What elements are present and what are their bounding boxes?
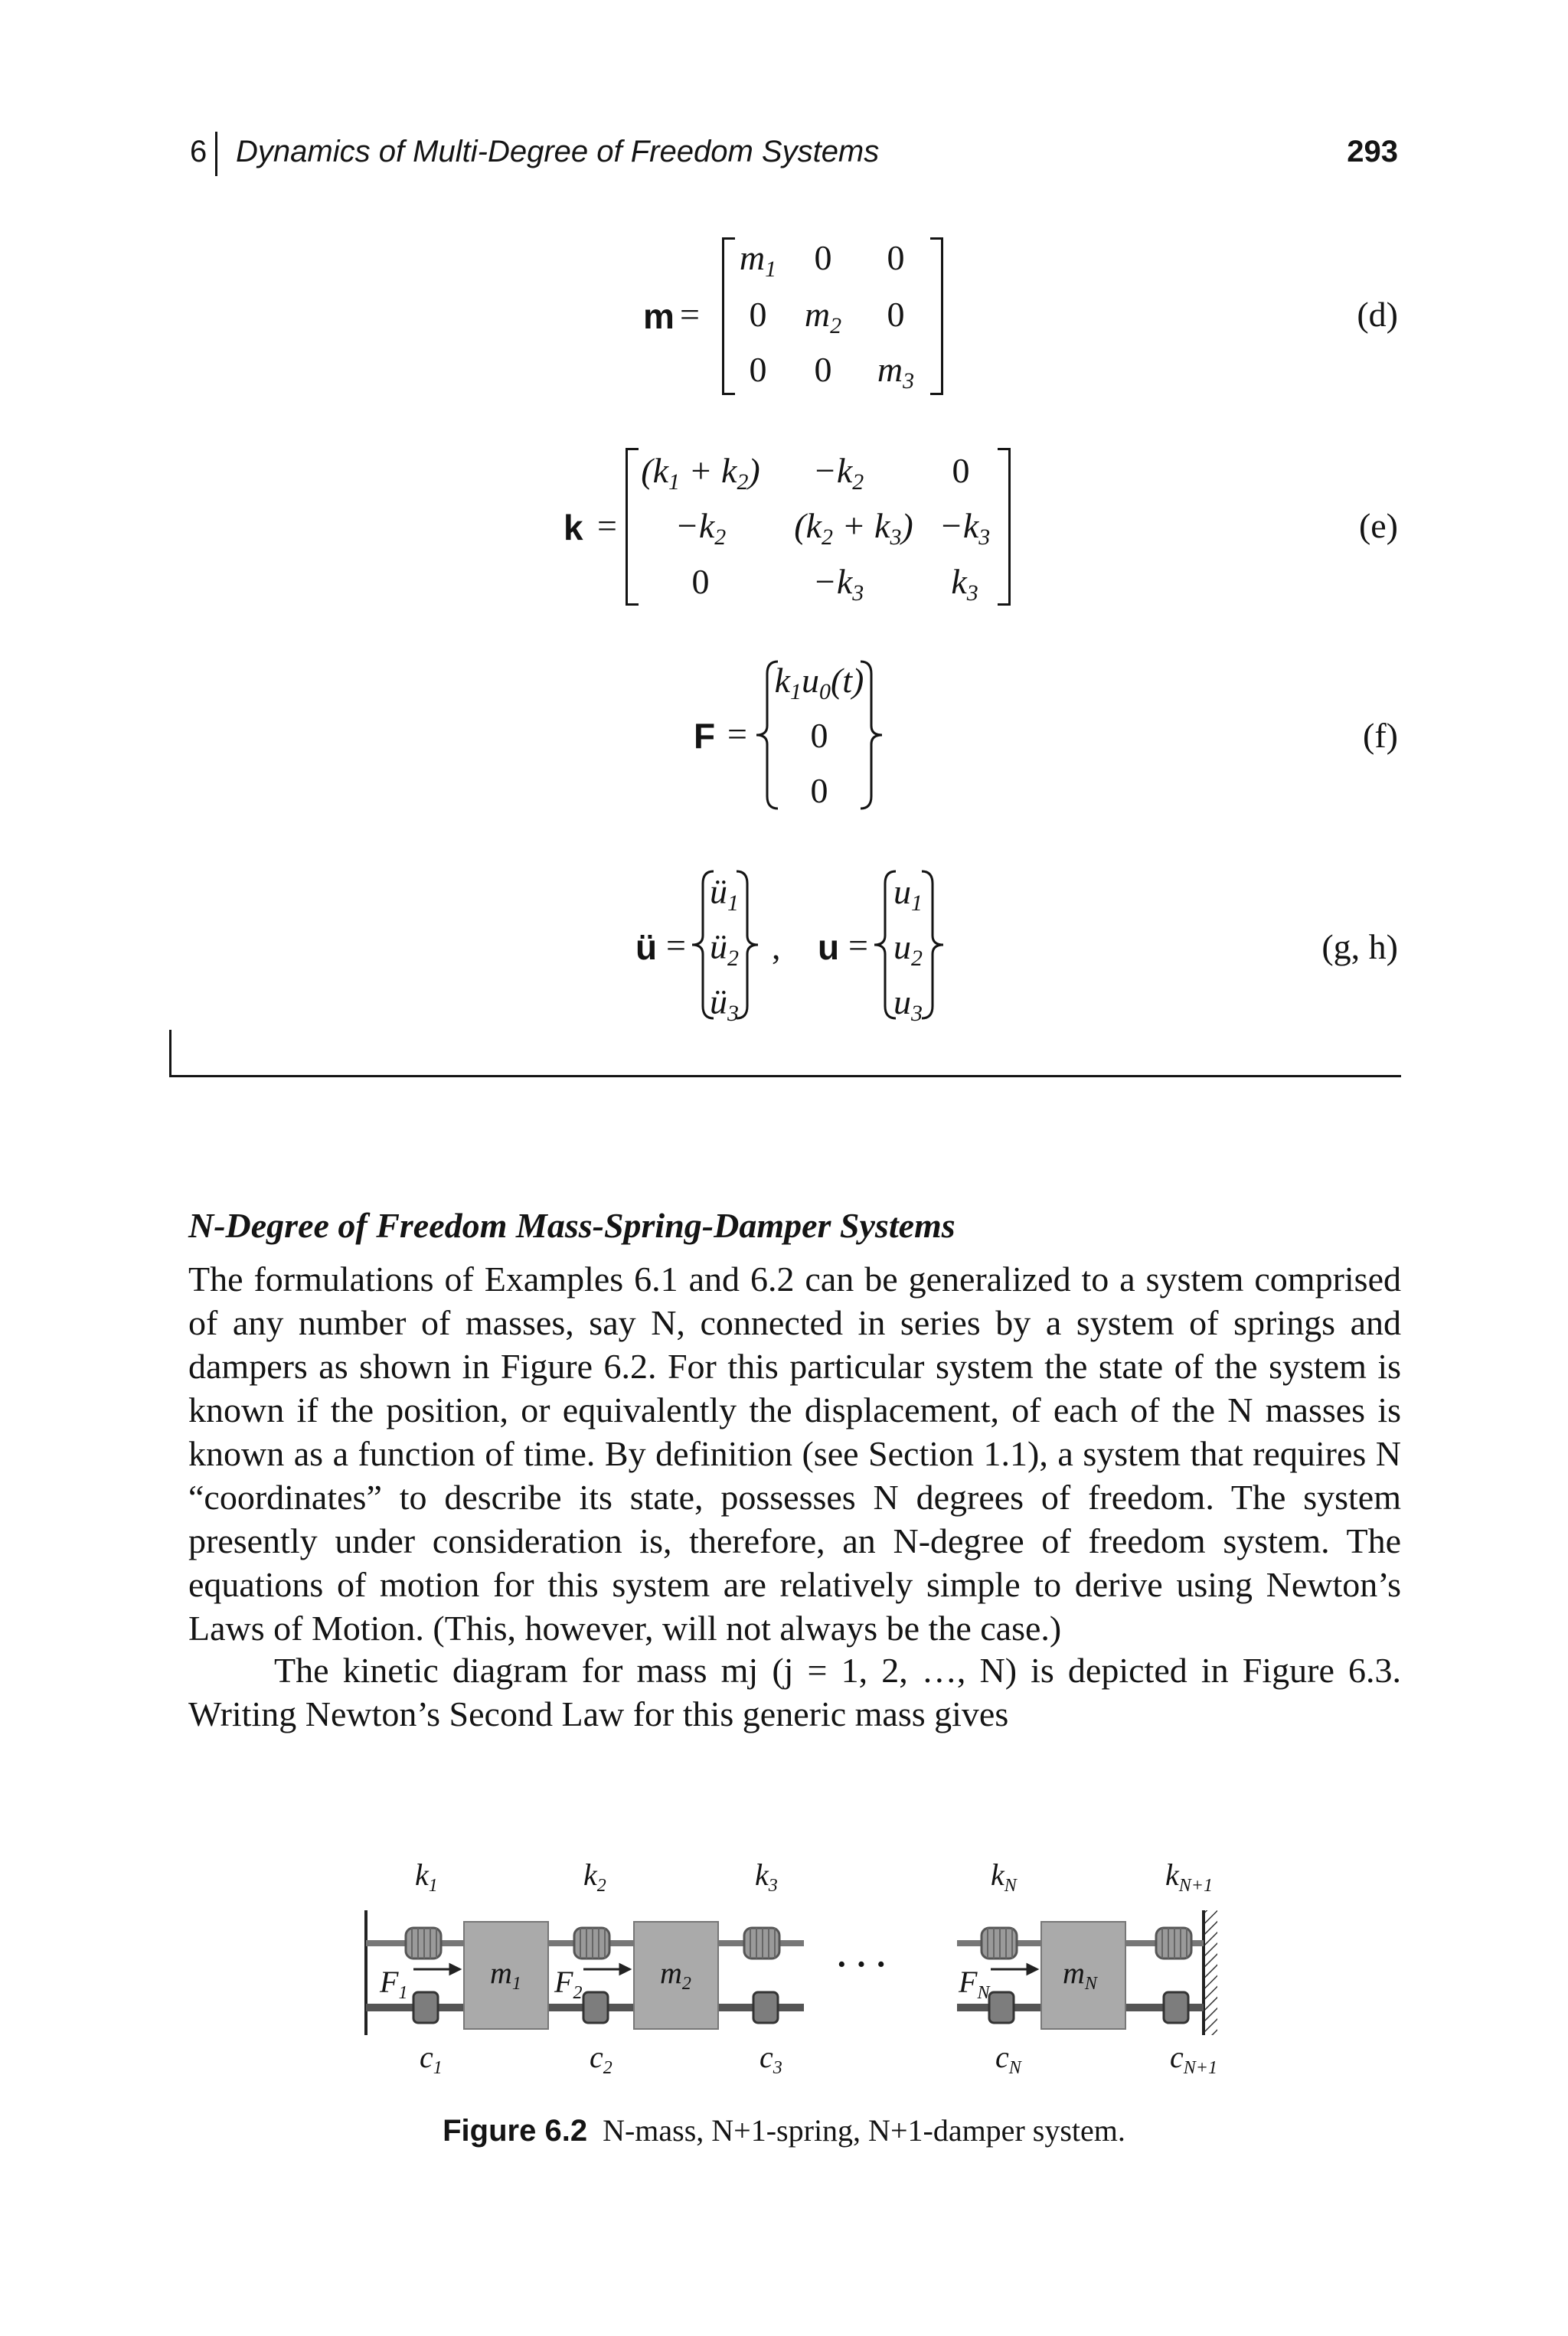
matrix-cell: $k_3$: [951, 562, 978, 606]
force-label: $F_N$: [959, 1965, 990, 2003]
header-divider: [215, 132, 217, 176]
matrix-m-symbol: m: [643, 296, 675, 336]
ellipsis: · · ·: [836, 1946, 887, 1983]
figure-mass-spring-damper: [337, 1838, 1240, 2083]
equals-sign: =: [848, 926, 868, 965]
caption-text: N-mass, N+1-spring, N+1-damper system.: [603, 2113, 1125, 2148]
chapter-title: Dynamics of Multi-Degree of Freedom Systems: [236, 135, 880, 168]
mass-label: $m_N$: [1063, 1955, 1097, 1994]
vector-cell: 0: [810, 771, 828, 810]
matrix-cell: 0: [749, 295, 767, 334]
vector-cell: $k_1u_0(t)$: [774, 661, 864, 704]
comma: ,: [772, 927, 781, 966]
right-brace: [856, 658, 887, 812]
damper-label: $c_1$: [420, 2040, 443, 2078]
matrix-k-symbol: k: [564, 508, 583, 547]
equation-label: (f): [1363, 716, 1398, 755]
matrix-cell: $-k_3$: [812, 562, 864, 606]
damper-label: $c_{N+1}$: [1170, 2040, 1217, 2078]
spring-label: $k_{N+1}$: [1165, 1857, 1213, 1896]
damper-icon: [583, 1992, 608, 2023]
matrix-cell: $m_2$: [804, 295, 842, 338]
spring-label: $k_1$: [415, 1857, 438, 1896]
equals-sign: =: [727, 714, 747, 753]
damper-label: $c_3$: [760, 2040, 782, 2078]
right-brace: [732, 868, 763, 1021]
spring-label: $k_N$: [991, 1857, 1017, 1896]
damper-icon: [413, 1992, 438, 2023]
vector-u-symbol: u: [818, 927, 840, 967]
force-label: $F_1$: [380, 1965, 408, 2003]
equals-sign: =: [666, 926, 686, 965]
vector-cell: $u_2$: [893, 927, 923, 971]
matrix-cell: $m_1$: [739, 238, 777, 282]
right-brace: [917, 868, 948, 1021]
spring-label: $k_2$: [583, 1857, 606, 1896]
vector-cell: $ü_3$: [710, 982, 739, 1026]
damper-icon: [1164, 1992, 1188, 2023]
damper-label: $c_N$: [995, 2040, 1021, 2078]
right-bracket: [930, 237, 943, 395]
matrix-cell: $(k_2 + k_3)$: [794, 506, 913, 550]
mass-label: $m_1$: [490, 1955, 521, 1994]
matrix-cell: $-k_2$: [675, 506, 727, 550]
matrix-cell: 0: [749, 350, 767, 389]
page-number: 293: [1347, 135, 1398, 168]
vector-F-symbol: F: [694, 716, 716, 756]
vector-cell: $u_1$: [893, 872, 923, 916]
matrix-cell: $-k_2$: [812, 451, 864, 495]
mass-label: $m_2$: [660, 1955, 691, 1994]
vector-cell: $ü_1$: [710, 872, 739, 916]
vector-u-ddot-symbol: ü: [635, 927, 658, 967]
matrix-cell: 0: [814, 238, 832, 277]
spring-label: $k_3$: [755, 1857, 778, 1896]
matrix-cell: $-k_3$: [939, 506, 991, 550]
matrix-cell: 0: [691, 562, 710, 601]
example-end-rule: [169, 1075, 1401, 1077]
vector-cell: $u_3$: [893, 982, 923, 1026]
section-heading: N-Degree of Freedom Mass-Spring-Damper Systems: [188, 1206, 956, 1245]
equation-label: (e): [1358, 506, 1398, 545]
equation-label: (d): [1357, 295, 1398, 334]
equation-label: (g, h): [1321, 927, 1398, 966]
figure-caption: [0, 2112, 1568, 2148]
damper-label: $c_2$: [590, 2040, 612, 2078]
equals-sign: =: [680, 295, 700, 334]
matrix-cell: 0: [952, 451, 970, 490]
chapter-number: 6: [190, 135, 207, 168]
force-label: $F_2$: [554, 1965, 583, 2003]
body-paragraph: The kinetic diagram for mass mj (j = 1, 2, …, N) is depicted in Figure 6.3. Writing Newton’s Second Law for this generic mass gives: [188, 1651, 1401, 1733]
caption-label: Figure 6.2: [443, 2114, 588, 2148]
vector-cell: 0: [810, 716, 828, 755]
vector-cell: $ü_2$: [710, 927, 739, 971]
matrix-cell: $m_3$: [877, 350, 915, 394]
matrix-cell: 0: [887, 295, 905, 334]
example-end-marker: [169, 1030, 172, 1077]
matrix-cell: $(k_1 + k_2)$: [641, 451, 760, 495]
damper-icon: [753, 1992, 778, 2023]
body-paragraph: The formulations of Examples 6.1 and 6.2 can be generalized to a system comprised of any number of masses, say N, connected in series by a system of springs and dampers as shown in Figure 6.2. For this particular system the state of the system is known if the position, or equivalently the displacement, of each of the N masses is known as a function of time. By definition (see Section 1.1), a system that requires N “coordinates” to describe its state, possesses N degrees of freedom. The system presently under consideration is, therefore, an N-degree of freedom system. The equations of motion for this system are relatively simple to derive using Newton’s Laws of Motion. (This, however, will not always be the case.): [188, 1259, 1401, 1648]
right-wall: [1204, 1910, 1217, 2035]
matrix-cell: 0: [814, 350, 832, 389]
matrix-cell: 0: [887, 238, 905, 277]
damper-icon: [989, 1992, 1014, 2023]
equals-sign: =: [597, 506, 617, 545]
